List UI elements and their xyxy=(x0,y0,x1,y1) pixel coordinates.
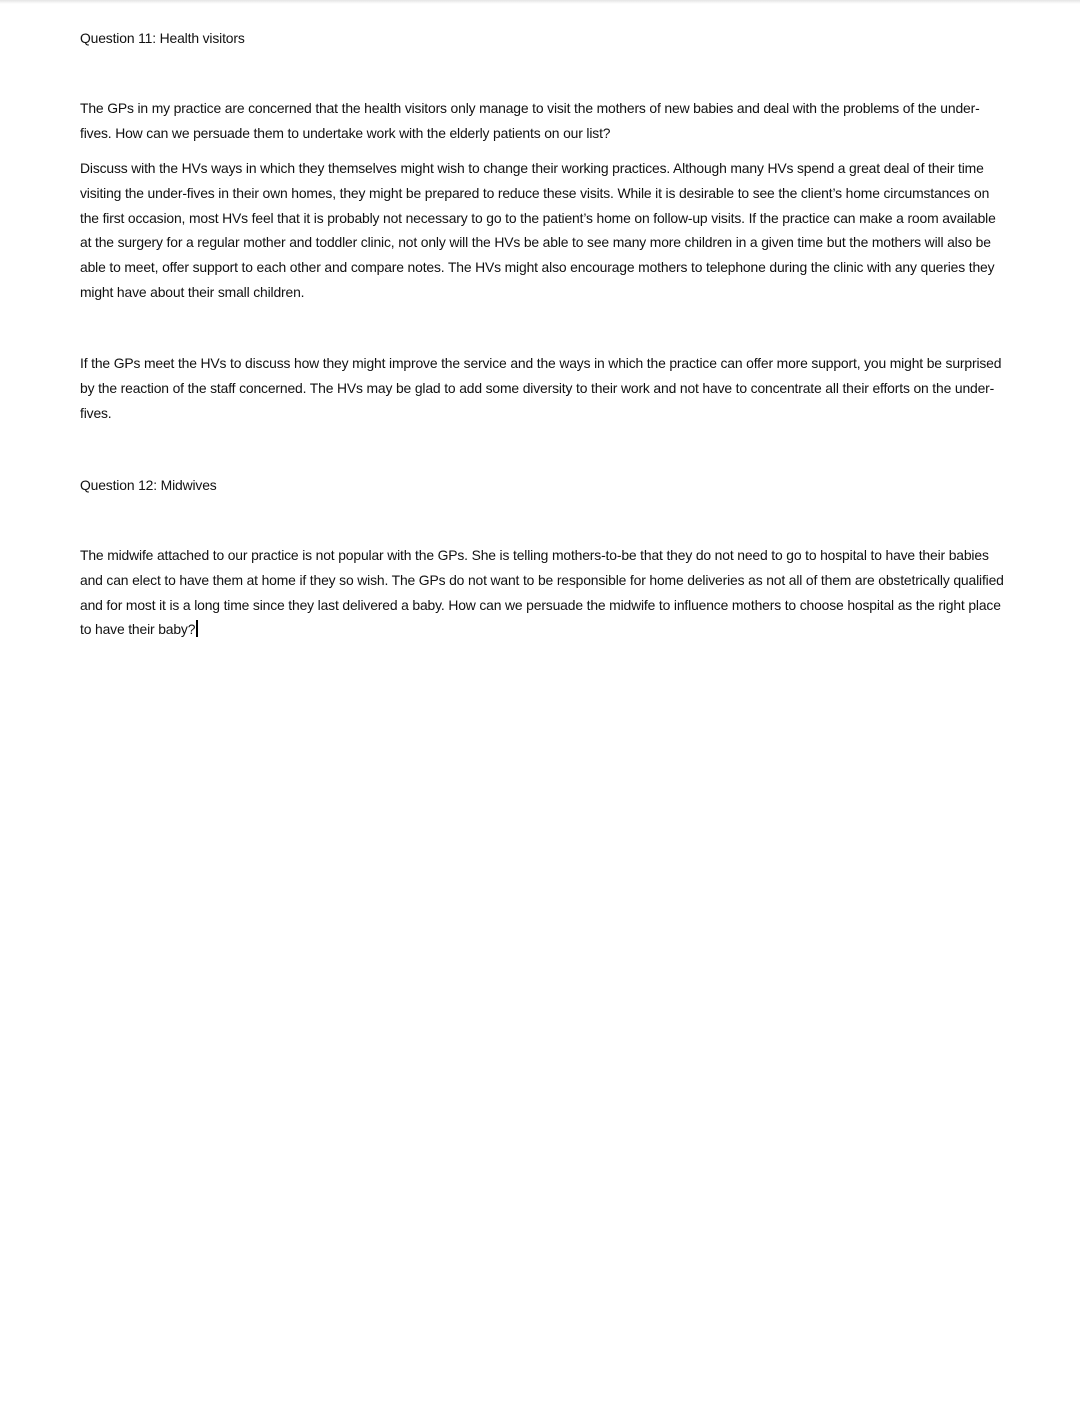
q12-heading: Question 12: Midwives xyxy=(80,477,217,493)
q12-question-text: The midwife attached to our practice is not popular with the GPs. She is telling mothers-to-be that they do not need to go to hospital to have their babies and can elect to have them at home if they so wish. The GPs do not want to be responsible for home deliveries as not all of them are obstetrically qualified and for most it is a long time since they last delivered a baby. How can we persuade the midwife to influence mothers to choose hospital as the right place to have their baby? xyxy=(80,547,1004,638)
q11-heading: Question 11: Health visitors xyxy=(80,30,245,46)
q11-answer-paragraph-2: If the GPs meet the HVs to discuss how they might improve the service and the ways in which the practice can offer more support, you might be surprised by the reaction of the staff concerned. The HVs may be glad to add some diversity to their work and not have to concentrate all their efforts on the under-fives. xyxy=(80,355,1002,421)
q12-question-paragraph xyxy=(80,543,1005,642)
q11-question-paragraph: The GPs in my practice are concerned that the health visitors only manage to visit the mothers of new babies and deal with the problems of the under-fives. How can we persuade them to undertake work with the elderly patients on our list? xyxy=(80,100,980,141)
text-cursor xyxy=(196,620,198,637)
q11-answer-paragraph-1: Discuss with the HVs ways in which they themselves might wish to change their working practices. Although many HVs spend a great deal of their time visiting the under-fives in their own homes, they might be prepared to reduce these visits. While it is desirable to see the client’s home circumstances on the first occasion, most HVs feel that it is probably not necessary to go to the patient’s home on follow-up visits. If the practice can make a room available at the surgery for a regular mother and toddler clinic, not only will the HVs be able to see many more children in a given time but the mothers will also be able to meet, offer support to each other and compare notes. The HVs might also encourage mothers to telephone during the clinic with any queries they might have about their small children. xyxy=(80,160,996,300)
